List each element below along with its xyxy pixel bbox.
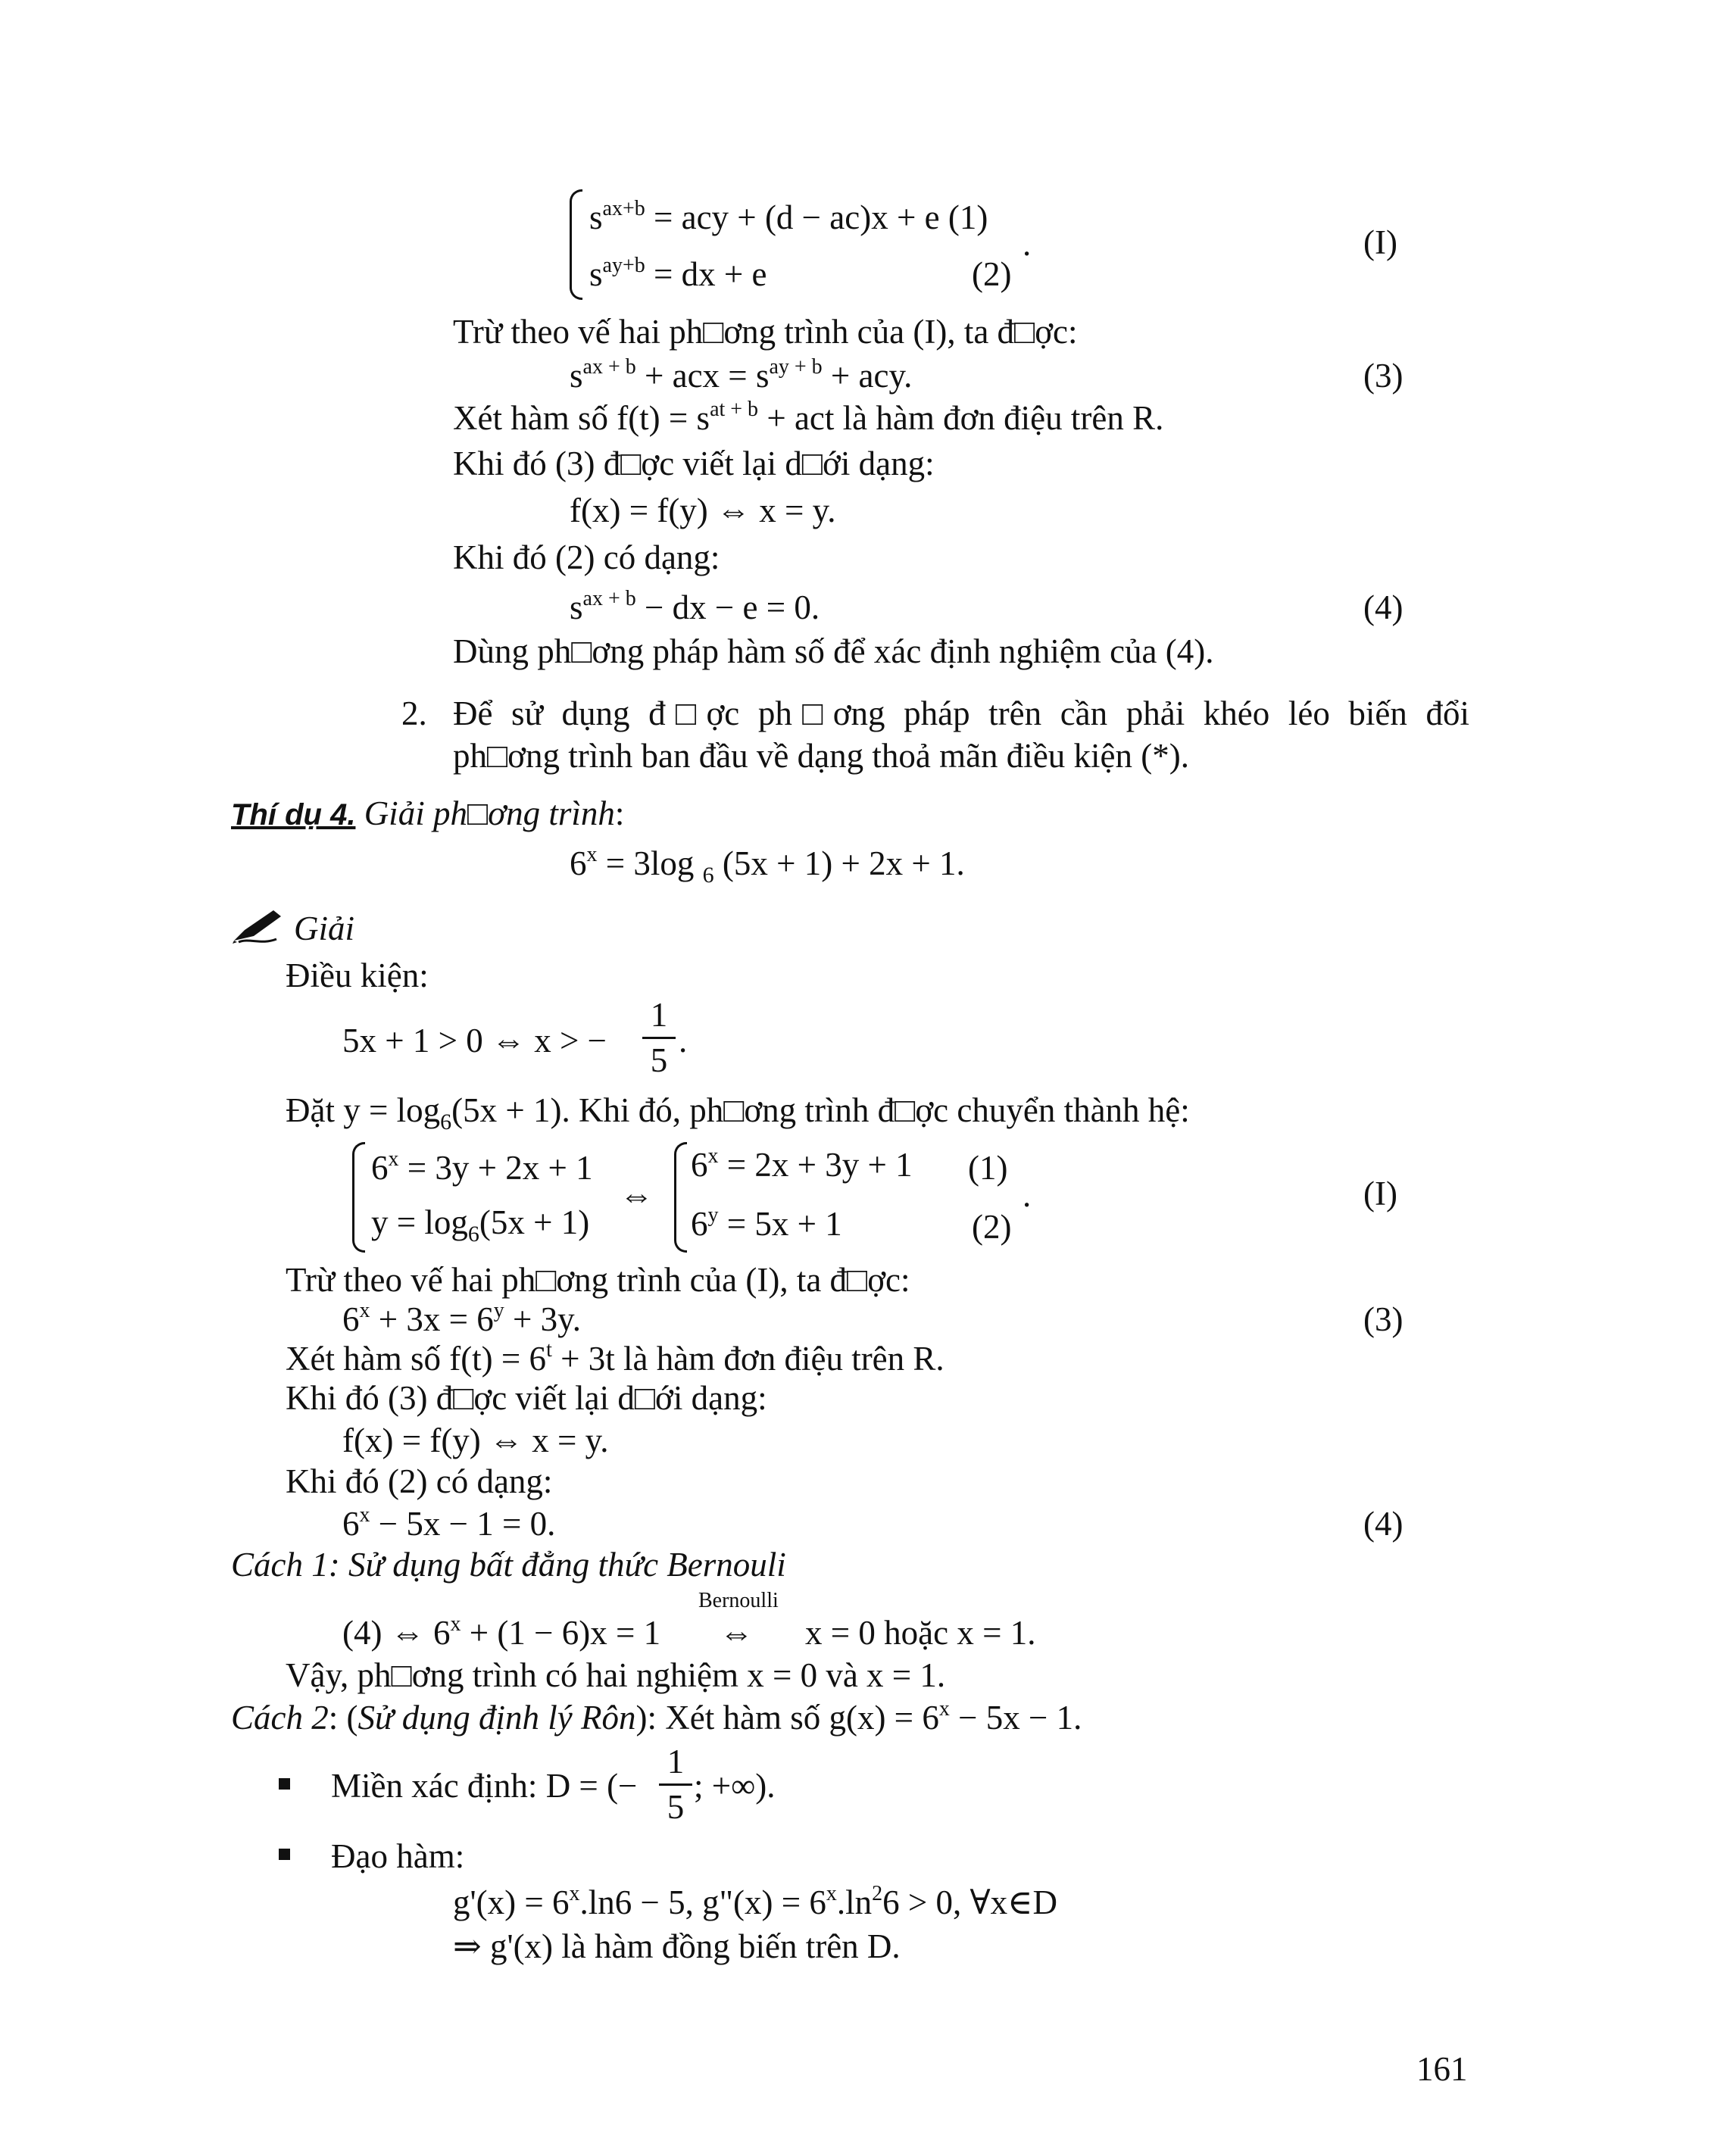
rewrite-line: Khi đó (3) đ□ợc viết lại d□ới dạng:	[453, 445, 935, 482]
derivative-equation: $g'(x) = 6^x.\ln 6 - 5$, g"(x) = $6^x.\ln^26 > 0$, ∀x∈D	[453, 1882, 1057, 1921]
left-system-eq-1: $6^x = 3y + 2x + 1$	[371, 1147, 593, 1187]
pen-icon	[231, 907, 284, 945]
example-heading: Thí dụ 4.	[231, 798, 356, 832]
bullet-domain	[279, 1778, 290, 1790]
solution-system-label: (I)	[1363, 1175, 1397, 1212]
right-system-eq-1: $6^x = 2x + 3y + 1$	[691, 1144, 913, 1184]
domain-line: Miền xác định: D = (−	[331, 1767, 638, 1805]
equation-4: $s^{ax + b}$ − dx − e = 0.	[570, 587, 820, 626]
form-line: Khi đó (2) có dạng:	[453, 538, 720, 576]
domain-fraction: 1 5	[659, 1745, 692, 1824]
bullet-derivative	[279, 1849, 290, 1860]
page-number: 161	[1416, 2050, 1468, 2088]
system-equation-1: $s^{ax+b}$ = acy + (d − ac)x + e (1)	[589, 197, 988, 236]
solution-equivalence-line: f(x) = f(y) ⇔ x = y.	[342, 1421, 609, 1459]
equation-3-number: (3)	[1363, 357, 1403, 395]
system-label: (I)	[1363, 223, 1397, 261]
example-equation: $6^x = 3\log$ $_6$ (5x + 1) + 2x + 1.	[570, 843, 965, 888]
solution-title: Giải	[294, 910, 355, 947]
method-2-title: Cách 2: (Sử dụng định lý Rôn): Xét hàm số $g(x) = 6^x - 5x - 1$.	[231, 1697, 1082, 1737]
equivalence-line: f(x) = f(y) ⇔ x = y.	[570, 492, 836, 529]
right-system-eq-2: $6^y = 5x + 1$	[691, 1203, 842, 1243]
solution-form-line: Khi đó (2) có dạng:	[286, 1462, 553, 1500]
condition-dot: .	[679, 1022, 688, 1059]
method-1-conclusion: Vậy, ph□ơng trình có hai nghiệm x = 0 và x = 1.	[286, 1656, 946, 1694]
right-system-eq-2-number: (2)	[972, 1208, 1012, 1246]
left-system-eq-2: $y = \log_6(5x + 1)$	[371, 1203, 590, 1247]
item-2-line-2: ph□ơng trình ban đầu về dạng thoả mãn điều kiện (*).	[453, 737, 1189, 775]
bernoulli-over-label: Bernoulli	[698, 1589, 779, 1612]
system-equivalence: ⇔	[620, 1176, 654, 1214]
solution-equation-4-number: (4)	[1363, 1505, 1403, 1543]
domain-interval-end: ; +∞).	[694, 1767, 776, 1805]
bernoulli-arrow: ⇔	[720, 1614, 754, 1652]
method-line: Dùng ph□ơng pháp hàm số để xác định nghiệm của (4).	[453, 632, 1214, 670]
subtract-line: Trừ theo vế hai ph□ơng trình của (I), ta đ□ợc:	[453, 313, 1078, 351]
left-system-brace	[352, 1142, 365, 1253]
system-equation-2: $s^{ay+b}$ = dx + e	[589, 254, 767, 293]
solution-equation-4: $6^x - 5x - 1 = 0$.	[342, 1503, 556, 1543]
method-1-title: Cách 1: Sử dụng bất đẳng thức Bernouli	[231, 1546, 786, 1584]
condition-equation: 5x + 1 > 0 ⇔ x > −	[342, 1022, 607, 1059]
item-2-number: 2.	[401, 694, 427, 732]
substitution-line: Đặt $y = \log_6(5x + 1)$. Khi đó, ph□ơng trình đ□ợc chuyển thành hệ:	[286, 1091, 1190, 1134]
method-1-result: x = 0 hoặc x = 1.	[805, 1614, 1036, 1652]
equation-4-number: (4)	[1363, 588, 1403, 626]
derivative-conclusion: ⇒ g'(x) là hàm đồng biến trên D.	[453, 1927, 901, 1965]
solution-function-line: Xét hàm số $f(t) = 6^t + 3t$ là hàm đơn điệu trên R.	[286, 1338, 944, 1378]
derivative-label: Đạo hàm:	[331, 1837, 465, 1875]
right-system-brace	[674, 1142, 687, 1253]
solution-equation-3: $6^x + 3x = 6^y + 3y$.	[342, 1299, 581, 1338]
item-2-line-1: Để sử dụng đ□ợc ph□ơng pháp trên cần phải khéo léo biến đổi	[453, 694, 1469, 732]
equation-3: $s^{ax + b}$ + acx = $s^{ay + b}$ + acy.	[570, 355, 913, 395]
system-equation-2-number: (2)	[972, 255, 1012, 293]
system-dot: .	[1023, 225, 1032, 263]
solution-equation-3-number: (3)	[1363, 1300, 1403, 1338]
solution-rewrite-line: Khi đó (3) đ□ợc viết lại d□ới dạng:	[286, 1379, 767, 1417]
system-brace	[570, 189, 582, 300]
right-system-eq-1-number: (1)	[968, 1149, 1008, 1187]
solution-subtract-line: Trừ theo vế hai ph□ơng trình của (I), ta đ□ợc:	[286, 1261, 910, 1299]
condition-fraction: 1 5	[642, 998, 676, 1078]
solution-system-dot: .	[1023, 1176, 1032, 1214]
function-line: Xét hàm số $f(t) = s^{at + b}$ + act là hàm đơn điệu trên R.	[453, 398, 1164, 437]
example-heading-line: Thí dụ 4. Giải ph□ơng trình:	[231, 794, 625, 832]
condition-label: Điều kiện:	[286, 956, 429, 994]
method-1-equation: (4) ⇔ $6^x + (1 - 6)x = 1$	[342, 1612, 661, 1652]
example-prompt: Giải ph□ơng trình	[364, 794, 615, 832]
